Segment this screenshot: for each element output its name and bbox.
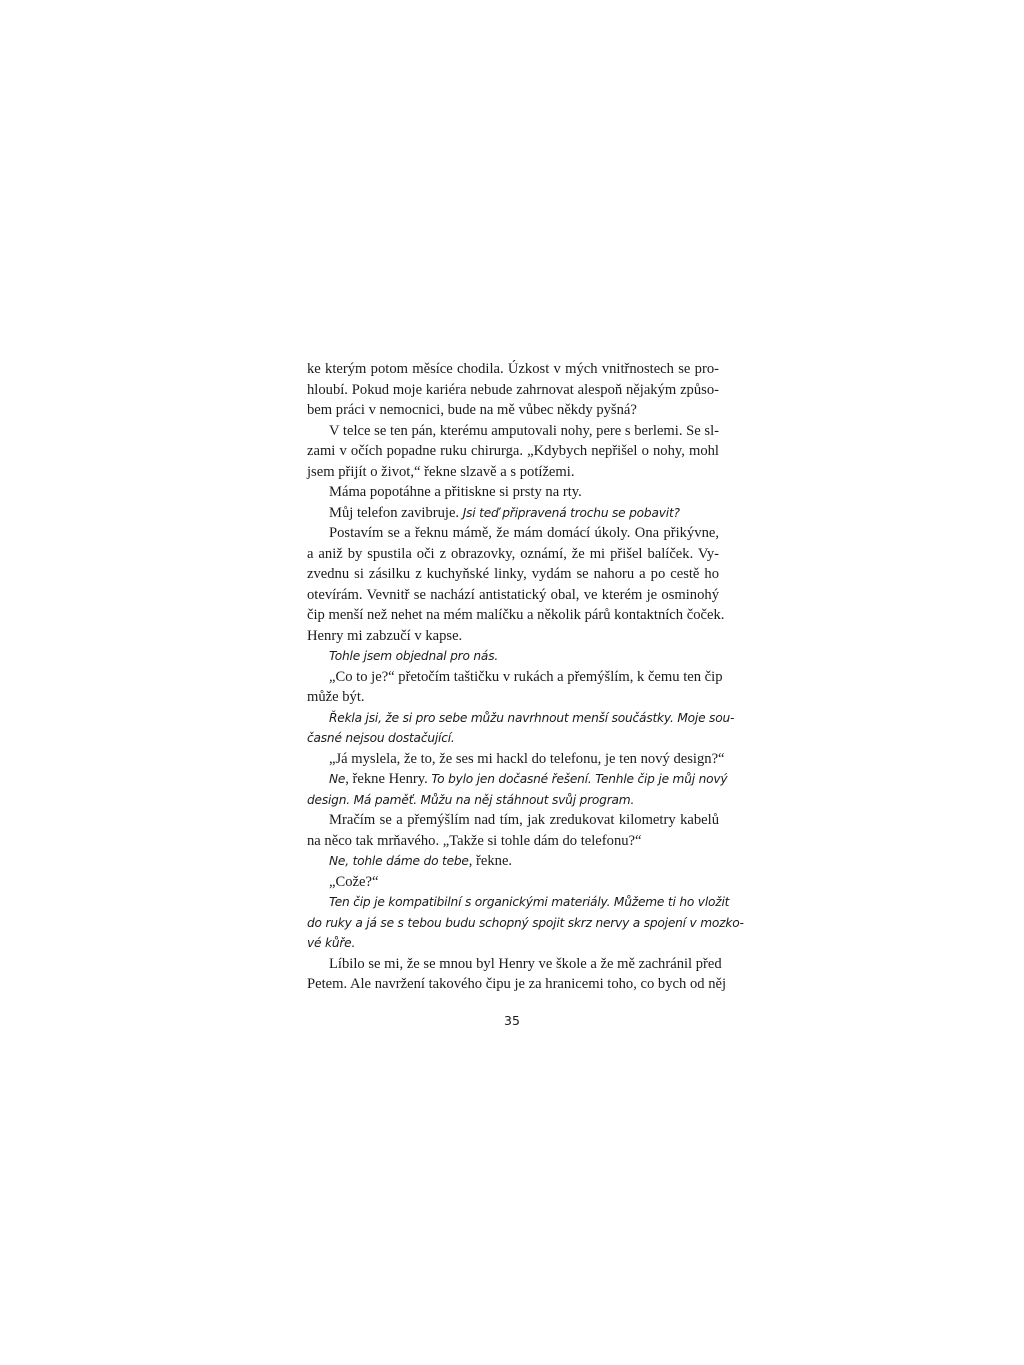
text-line: Postavím se a řeknu mámě, že mám domácí úkoly. Ona přikývne, — [329, 525, 719, 542]
italic-segment: To bylo jen dočasné řešení. Tenhle čip je můj nový — [431, 772, 728, 787]
text-line: Líbilo se mi, že se mnou byl Henry ve škole a že mě zachránil před — [329, 955, 722, 972]
text-line: otevírám. Vevnitř se nachází antistatický obal, ve kterém je osminohý — [307, 586, 719, 603]
text-line — [307, 851, 719, 872]
text-line: V telce se ten pán, kterému amputovali nohy, pere s berlemi. Se sl- — [329, 422, 719, 439]
italic-segment: Ne, tohle dáme do tebe — [329, 854, 469, 869]
text-line: vé kůře. — [307, 936, 356, 951]
text-line: „Cože?“ — [329, 873, 379, 890]
text-line: design. Má paměť. Můžu na něj stáhnout svůj program. — [307, 792, 635, 807]
text-line: Řekla jsi, že si pro sebe můžu navrhnout menší součástky. Moje sou- — [329, 710, 735, 725]
text-line: Tohle jsem objednal pro nás. — [329, 649, 499, 664]
page-number: 35 — [504, 1013, 520, 1028]
text-segment: Můj telefon zavibruje. — [329, 504, 463, 521]
text-line — [307, 769, 728, 790]
text-segment: , řekne. — [468, 853, 513, 870]
text-line: časné nejsou dostačující. — [307, 731, 455, 746]
text-line: „Já myslela, že to, že ses mi hackl do telefonu, je ten nový design?“ — [329, 750, 725, 767]
text-line: Mračím se a přemýšlím nad tím, jak zredukovat kilometry kabelů — [329, 812, 719, 829]
text-line: zami v očích popadne ruku chirurga. „Kdybych nepřišel o nohy, mohl — [307, 443, 719, 460]
text-line: na něco tak mrňavého. „Takže si tohle dám do telefonu?“ — [307, 832, 642, 849]
text-line: Henry mi zabzučí v kapse. — [307, 627, 463, 644]
text-line: hloubí. Pokud moje kariéra nebude zahrnovat alespoň nějakým způso- — [307, 381, 719, 398]
text-line: zvednu si zásilku z kuchyňské linky, vydám se nahoru a po cestě ho — [307, 566, 719, 583]
text-line: Ten čip je kompatibilní s organickými materiály. Můžeme ti ho vložit — [329, 895, 730, 910]
text-line: čip menší než nehet na mém malíčku a několik párů kontaktních čoček. — [307, 607, 725, 624]
italic-segment: Jsi teď připravená trochu se pobavit? — [462, 505, 680, 520]
text-line: může být. — [307, 689, 365, 706]
text-line: a aniž by spustila oči z obrazovky, oznámí, že mi přišel balíček. Vy- — [307, 545, 719, 562]
text-line: jsem přijít o život,“ řekne slzavě a s potížemi. — [307, 463, 575, 480]
text-line: ke kterým potom měsíce chodila. Úzkost v mých vnitřnostech se pro- — [307, 361, 719, 377]
body-text — [307, 359, 744, 995]
text-segment: , řekne Henry. — [345, 771, 432, 788]
italic-segment: Ne — [329, 772, 346, 787]
text-line: Petem. Ale navržení takového čipu je za hranicemi toho, co bych od něj — [307, 976, 727, 993]
text-line: do ruky a já se s tebou budu schopný spojit skrz nervy a spojení v mozko- — [307, 915, 744, 930]
text-line: bem práci v nemocnici, bude na mě vůbec někdy pyšná? — [307, 402, 637, 419]
text-line: Máma popotáhne a přitiskne si prsty na rty. — [329, 484, 582, 501]
text-line — [307, 503, 719, 524]
text-line: „Co to je?“ přetočím taštičku v rukách a přemýšlím, k čemu ten čip — [329, 668, 723, 685]
